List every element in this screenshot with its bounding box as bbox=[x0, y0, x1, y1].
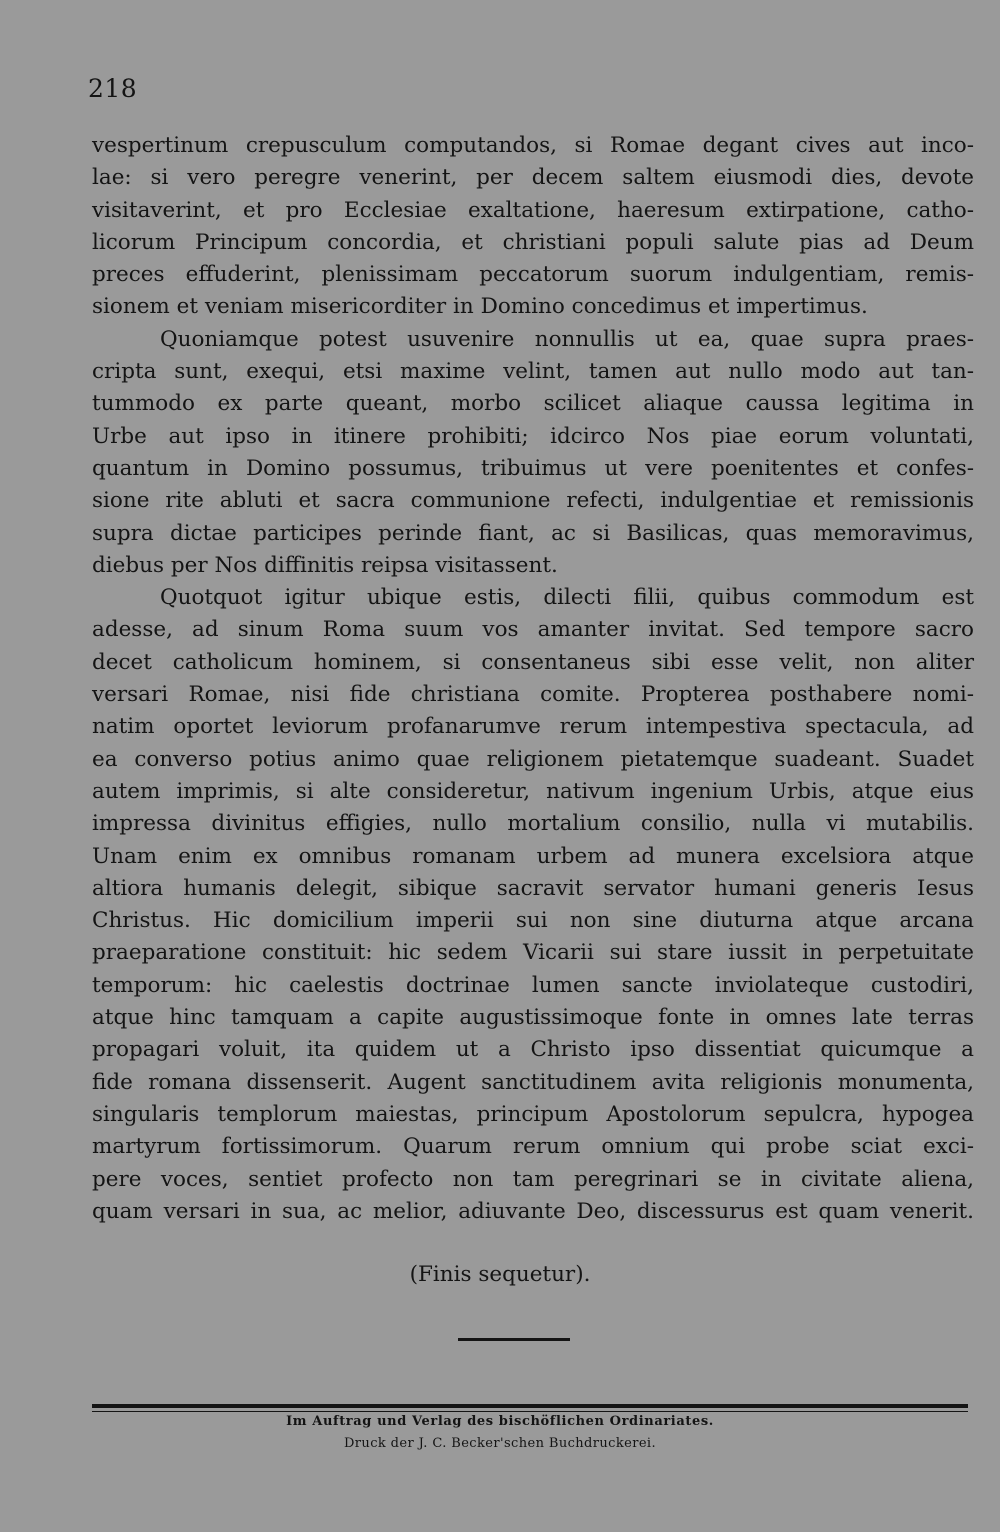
text-line: sionem et veniam misericorditer in Domino concedimus et impertimus. bbox=[92, 294, 868, 320]
text-line: propagari voluit, ita quidem ut a Christo ipso dissentiat quicumque a bbox=[92, 1037, 974, 1063]
text-line: altiora humanis delegit, sibique sacravit servator humani generis Iesus bbox=[92, 875, 974, 901]
text-line: singularis templorum maiestas, principum Apostolorum sepulcra, hypogea bbox=[92, 1101, 974, 1127]
text-line: atque hinc tamquam a capite augustissimoque fonte in omnes late terras bbox=[92, 1005, 974, 1031]
text-line: Quoniamque potest usuvenire nonnullis ut ea, quae supra praes- bbox=[160, 326, 974, 352]
text-line: quantum in Domino possumus, tribuimus ut vere poenitentes et confes- bbox=[92, 455, 974, 481]
text-line: adesse, ad sinum Roma suum vos amanter invitat. Sed tempore sacro bbox=[92, 617, 974, 643]
text-line: temporum: hic caelestis doctrinae lumen sancte inviolateque custodiri, bbox=[92, 972, 974, 998]
section-divider-rule bbox=[458, 1338, 570, 1341]
text-line: ea converso potius animo quae religionem pietatemque suadeant. Suadet bbox=[92, 746, 974, 772]
page-number: 218 bbox=[88, 74, 138, 103]
text-line: quam versari in sua, ac melior, adiuvante Deo, discessurus est quam venerit. bbox=[92, 1198, 974, 1224]
text-line: diebus per Nos diffinitis reipsa visitassent. bbox=[92, 552, 558, 578]
text-line: tummodo ex parte queant, morbo scilicet aliaque caussa legitima in bbox=[92, 391, 974, 417]
text-line: Christus. Hic domicilium imperii sui non sine diuturna atque arcana bbox=[92, 908, 974, 934]
text-line: natim oportet leviorum profanarumve rerum intempestiva spectacula, ad bbox=[92, 714, 974, 740]
text-line: autem imprimis, si alte consideretur, nativum ingenium Urbis, atque eius bbox=[92, 778, 974, 804]
text-line: martyrum fortissimorum. Quarum rerum omnium qui probe sciat exci- bbox=[92, 1134, 974, 1160]
text-line: praeparatione constituit: hic sedem Vicarii sui stare iussit in perpetuitate bbox=[92, 940, 974, 966]
body-text bbox=[92, 130, 974, 1228]
text-line: Unam enim ex omnibus romanam urbem ad munera excelsiora atque bbox=[92, 843, 974, 869]
text-line: visitaverint, et pro Ecclesiae exaltatione, haeresum extirpatione, catho- bbox=[92, 197, 974, 223]
text-line: licorum Principum concordia, et christiani populi salute pias ad Deum bbox=[92, 229, 974, 255]
imprint-printer-line: Druck der J. C. Becker'schen Buchdruckerei. bbox=[343, 1436, 657, 1451]
text-line: vespertinum crepusculum computandos, si Romae degant cives aut inco- bbox=[92, 133, 974, 158]
text-line: fide romana dissenserit. Augent sanctitudinem avita religionis monumenta, bbox=[92, 1069, 974, 1095]
text-line: lae: si vero peregre venerint, per decem saltem eiusmodi dies, devote bbox=[92, 165, 974, 191]
text-line: Urbe aut ipso in itinere prohibiti; idcirco Nos piae eorum voluntati, bbox=[92, 423, 974, 449]
text-line: versari Romae, nisi fide christiana comite. Propterea posthabere nomi- bbox=[92, 682, 974, 708]
text-line: preces effuderint, plenissimam peccatorum suorum indulgentiam, remis- bbox=[92, 262, 974, 288]
imprint-publisher-line: Im Auftrag und Verlag des bischöflichen Ordinariates. bbox=[286, 1414, 714, 1429]
text-line: cripta sunt, exequi, etsi maxime velint, tamen aut nullo modo aut tan- bbox=[92, 359, 974, 385]
footer-rule-thick bbox=[92, 1404, 968, 1408]
text-line: impressa divinitus effigies, nullo mortalium consilio, nulla vi mutabilis. bbox=[92, 811, 974, 837]
text-line: Quotquot igitur ubique estis, dilecti filii, quibus commodum est bbox=[160, 585, 974, 611]
text-line: supra dictae participes perinde fiant, ac si Basilicas, quas memoravimus, bbox=[92, 520, 974, 546]
finis-sequetur-note: (Finis sequetur). bbox=[409, 1262, 591, 1287]
text-line: decet catholicum hominem, si consentaneus sibi esse velit, non aliter bbox=[92, 649, 974, 675]
text-line: sione rite abluti et sacra communione refecti, indulgentiae et remissionis bbox=[92, 488, 974, 514]
text-line: pere voces, sentiet profecto non tam peregrinari se in civitate aliena, bbox=[92, 1166, 974, 1192]
footer-rule-thin bbox=[92, 1411, 968, 1412]
